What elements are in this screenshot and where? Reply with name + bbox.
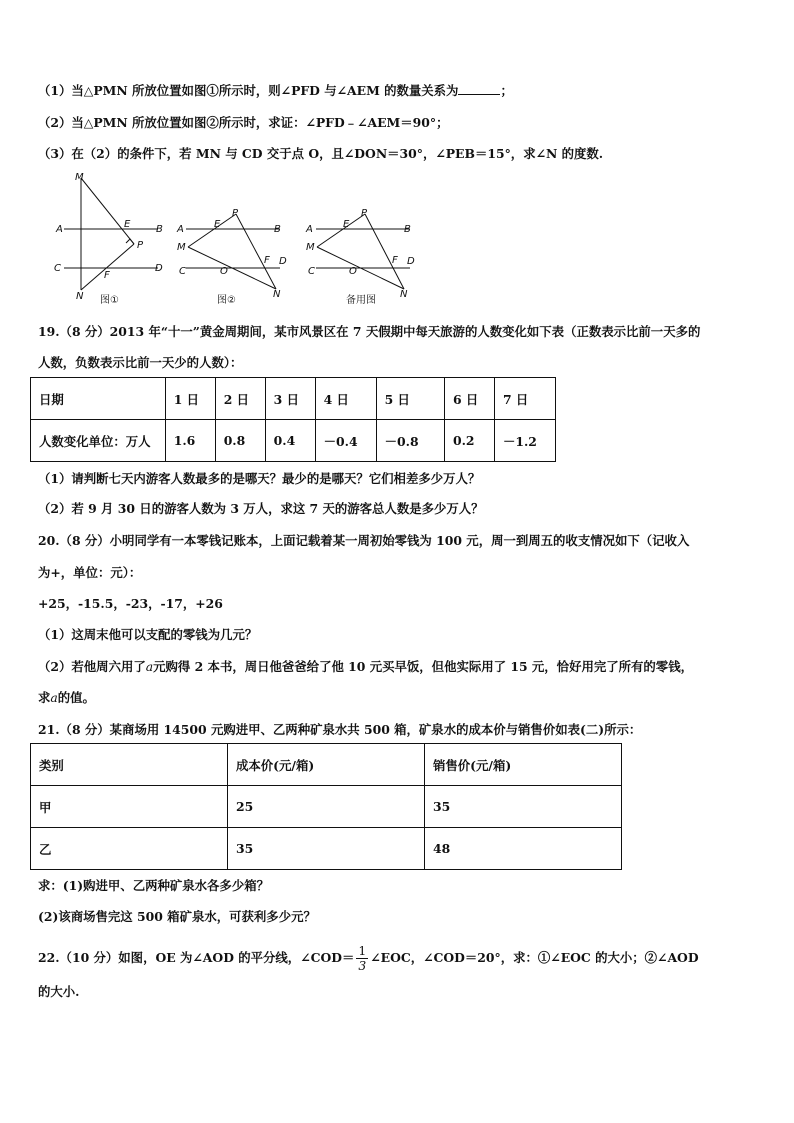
table-cell: 乙 [31,828,228,870]
fraction-one-third [356,944,368,973]
table-row [31,786,622,828]
table-cell: 48 [425,828,622,870]
svg-text:A: A [56,224,63,235]
svg-text:O: O [349,266,357,277]
figure-2-caption: 图② [217,295,236,306]
table-cell: 0.8 [215,420,265,462]
svg-text:P: P [232,208,239,219]
q19-stem-line2: 人数，负数表示比前一天少的人数）： [38,355,243,370]
q18-part3: （3）在（2）的条件下，若 MN 与 CD 交于点 O，且∠DON＝30°，∠PEB＝15°，求∠N 的度数. [38,146,604,161]
table-cell: 人数变化单位：万人 [31,420,166,462]
q18-figures [48,168,428,310]
table-cell: 甲 [31,786,228,828]
figure-1-caption: 图① [100,295,119,306]
svg-text:M: M [177,242,186,253]
svg-text:F: F [264,255,270,266]
svg-text:E: E [214,219,221,230]
svg-text:D: D [407,256,415,267]
q21-part1: 求：(1)购进甲、乙两种矿泉水各多少箱？ [38,878,269,893]
figure-3-caption: 备用图 [346,295,376,306]
figure-2 [186,214,280,289]
q20-part2-line2 [38,689,756,707]
table-header-cell: 5 日 [376,378,444,420]
table-header-cell: 4 日 [315,378,376,420]
svg-text:C: C [308,266,315,277]
svg-text:B: B [274,224,281,235]
table-header-cell: 销售价(元/箱) [425,744,622,786]
table-cell: －0.4 [315,420,376,462]
q20-part2-text-b: 元购得 2 本书，周日他爸爸给了他 10 元买早饭，但他实际用了 15 元，恰好用完了所有的零钱， [153,659,693,674]
q20-stem-line2: 为+，单位：元）： [38,565,142,580]
q20-part1: （1）这周末他可以支配的零钱为几元？ [38,627,258,642]
svg-text:N: N [273,289,281,300]
figure-1 [64,178,158,290]
q19-part1: （1）请判断七天内游客人数最多的是哪天？最少的是哪天？它们相差多少万人？ [38,471,481,486]
table-cell: 0.4 [265,420,315,462]
svg-text:N: N [76,291,84,302]
table-row [31,744,622,786]
q19-part2: （2）若 9 月 30 日的游客人数为 3 万人，求这 7 天的游客总人数是多少万人？ [38,501,484,516]
svg-text:F: F [392,255,398,266]
svg-text:E: E [124,219,131,230]
q19-table [30,377,556,462]
table-header-cell: 类别 [31,744,228,786]
q20-part2-text-c: 求 [38,690,51,705]
svg-text:B: B [156,224,163,235]
q18-part1 [38,82,756,100]
fraction-denominator: 3 [358,958,367,973]
table-cell: 1.6 [165,420,215,462]
svg-text:P: P [137,240,144,251]
table-row [31,378,556,420]
svg-text:D: D [155,263,163,274]
table-row [31,828,622,870]
q20-stem-line1: 20.（8 分）小明同学有一本零钱记账本，上面记载着某一周初始零钱为 100 元，周一到周五的收支情况如下（记收入 [38,533,690,548]
svg-text:F: F [104,270,110,281]
q21-table [30,743,622,870]
svg-text:M: M [306,242,315,253]
svg-text:N: N [400,289,408,300]
figure-3 [316,214,410,289]
fraction-numerator: 1 [358,943,367,958]
table-cell: 25 [228,786,425,828]
q18-part1-text: （1）当△PMN 所放位置如图①所示时，则∠PFD 与∠AEM 的数量关系为 [38,83,459,98]
q20-part2-text-a: （2）若他周六用了 [38,659,146,674]
table-header-cell: 3 日 [265,378,315,420]
table-row [31,420,556,462]
table-header-cell: 成本价(元/箱) [228,744,425,786]
table-cell: 0.2 [444,420,494,462]
table-cell: 35 [228,828,425,870]
q21-part2: (2)该商场售完这 500 箱矿泉水，可获利多少元？ [38,909,316,924]
q22-stem-line1 [38,944,756,973]
q20-part2-line1 [38,658,756,676]
table-header-cell: 6 日 [444,378,494,420]
variable-a: a [145,659,154,674]
svg-text:A: A [177,224,184,235]
table-header-cell: 日期 [31,378,166,420]
table-cell: －1.2 [494,420,555,462]
q20-data: +25，-15.5，-23，-17，+26 [38,596,223,611]
answer-blank [458,83,500,95]
svg-text:O: O [220,266,228,277]
q20-part2-text-d: 的值。 [57,690,95,705]
table-header-cell: 1 日 [165,378,215,420]
svg-text:E: E [343,219,350,230]
table-header-cell: 2 日 [215,378,265,420]
variable-a: a [50,690,58,705]
svg-text:C: C [179,266,186,277]
table-cell: 35 [425,786,622,828]
svg-text:A: A [306,224,313,235]
q19-stem-line1: 19.（8 分）2013 年“十一”黄金周期间，某市风景区在 7 天假期中每天旅游的人数变化如下表（正数表示比前一天多的 [38,324,701,339]
q21-stem: 21.（8 分）某商场用 14500 元购进甲、乙两种矿泉水共 500 箱，矿泉水的成本价与销售价如表(二)所示： [38,722,642,737]
svg-text:C: C [54,263,61,274]
svg-text:D: D [279,256,287,267]
q22-text-a: 22.（10 分）如图，OE 为∠AOD 的平分线，∠COD＝ [38,950,355,965]
svg-text:P: P [361,208,368,219]
q22-stem-line2: 的大小. [38,984,80,999]
q18-part1-end: ； [500,83,513,98]
q18-part2: （2）当△PMN 所放位置如图②所示时，求证：∠PFD﹣∠AEM＝90°； [38,115,449,130]
svg-text:B: B [404,224,411,235]
table-header-cell: 7 日 [494,378,555,420]
q22-text-b: ∠EOC，∠COD＝20°，求：①∠EOC 的大小；②∠AOD [370,950,699,965]
table-cell: －0.8 [376,420,444,462]
svg-text:M: M [75,172,84,183]
